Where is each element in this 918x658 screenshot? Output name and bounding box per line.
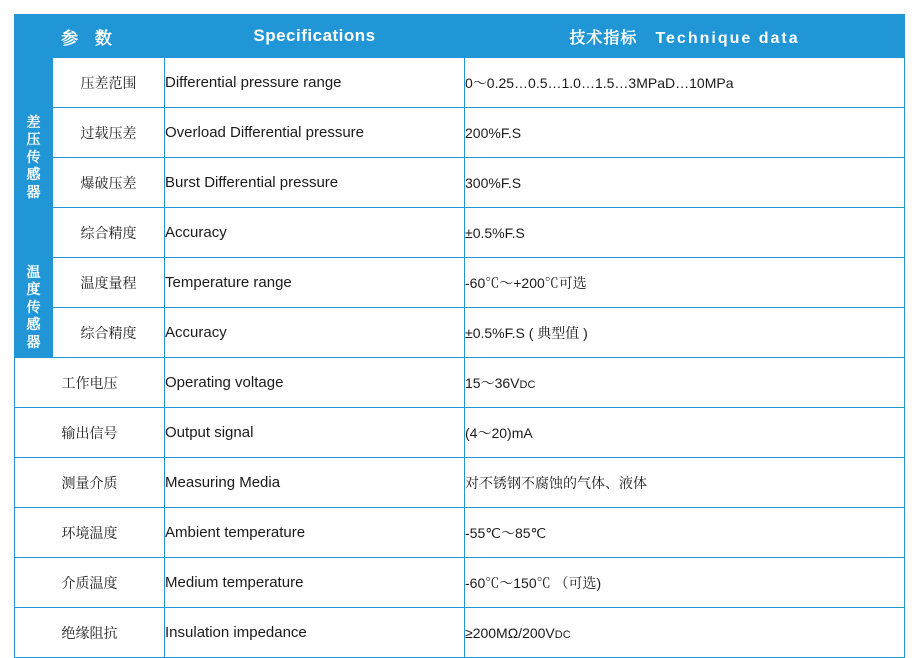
row-spec: Accuracy (165, 208, 465, 258)
table-row (15, 608, 905, 658)
row-value (465, 608, 905, 658)
row-label: 测量介质 (15, 458, 165, 508)
column-header-technique-data-en: Technique data (655, 29, 800, 47)
row-label: 综合精度 (53, 208, 165, 258)
row-value: 200%F.S (465, 108, 905, 158)
table-header-row (15, 15, 905, 58)
column-header-technique-data (465, 15, 905, 58)
column-header-specifications: Specifications (165, 15, 465, 58)
row-label: 爆破压差 (53, 158, 165, 208)
table-row (15, 408, 905, 458)
row-label: 过载压差 (53, 108, 165, 158)
row-label: 输出信号 (15, 408, 165, 458)
row-spec: Differential pressure range (165, 58, 465, 108)
row-value: -60℃～+200℃可选 (465, 258, 905, 308)
group-label-differential-pressure-sensor: 差 压 传 感 器 (15, 58, 53, 258)
row-spec: Output signal (165, 408, 465, 458)
row-spec: Accuracy (165, 308, 465, 358)
row-value: 对不锈钢不腐蚀的气体、液体 (465, 458, 905, 508)
table-body (15, 58, 905, 658)
row-value: 0～0.25…0.5…1.0…1.5…3MPaD…10MPa (465, 58, 905, 108)
table-row (15, 58, 905, 108)
table-row (15, 258, 905, 308)
row-value-main: 15～36V (465, 374, 520, 391)
row-value-subscript: DC (554, 628, 571, 641)
row-label: 压差范围 (53, 58, 165, 108)
table-row (15, 358, 905, 408)
row-spec: Overload Differential pressure (165, 108, 465, 158)
row-value-subscript: DC (519, 378, 536, 391)
row-label: 介质温度 (15, 558, 165, 608)
group-label-temperature-sensor: 温 度 传 感 器 (15, 258, 53, 358)
row-value: 300%F.S (465, 158, 905, 208)
row-value: -55℃～85℃ (465, 508, 905, 558)
row-spec: Temperature range (165, 258, 465, 308)
column-header-technique-data-cn: 技术指标 (569, 29, 638, 47)
table-row (15, 558, 905, 608)
row-value: ±0.5%F.S ( 典型值 ) (465, 308, 905, 358)
column-header-parameter: 参 数 (15, 15, 165, 58)
table-row (15, 108, 905, 158)
table-row (15, 458, 905, 508)
row-label: 环境温度 (15, 508, 165, 558)
row-spec: Operating voltage (165, 358, 465, 408)
row-spec: Measuring Media (165, 458, 465, 508)
row-spec: Burst Differential pressure (165, 158, 465, 208)
specifications-table (14, 14, 905, 658)
row-value: ±0.5%F.S (465, 208, 905, 258)
table-row (15, 508, 905, 558)
table-header (15, 15, 905, 58)
row-spec: Ambient temperature (165, 508, 465, 558)
row-spec: Medium temperature (165, 558, 465, 608)
row-label: 温度量程 (53, 258, 165, 308)
row-value-main: ≥200MΩ/200V (465, 624, 555, 641)
row-value: (4～20)mA (465, 408, 905, 458)
row-spec: Insulation impedance (165, 608, 465, 658)
table-row (15, 208, 905, 258)
row-label: 绝缘阻抗 (15, 608, 165, 658)
table-row (15, 158, 905, 208)
row-value: -60℃～150℃ （可选) (465, 558, 905, 608)
row-value (465, 358, 905, 408)
row-label: 综合精度 (53, 308, 165, 358)
row-label: 工作电压 (15, 358, 165, 408)
table-row (15, 308, 905, 358)
